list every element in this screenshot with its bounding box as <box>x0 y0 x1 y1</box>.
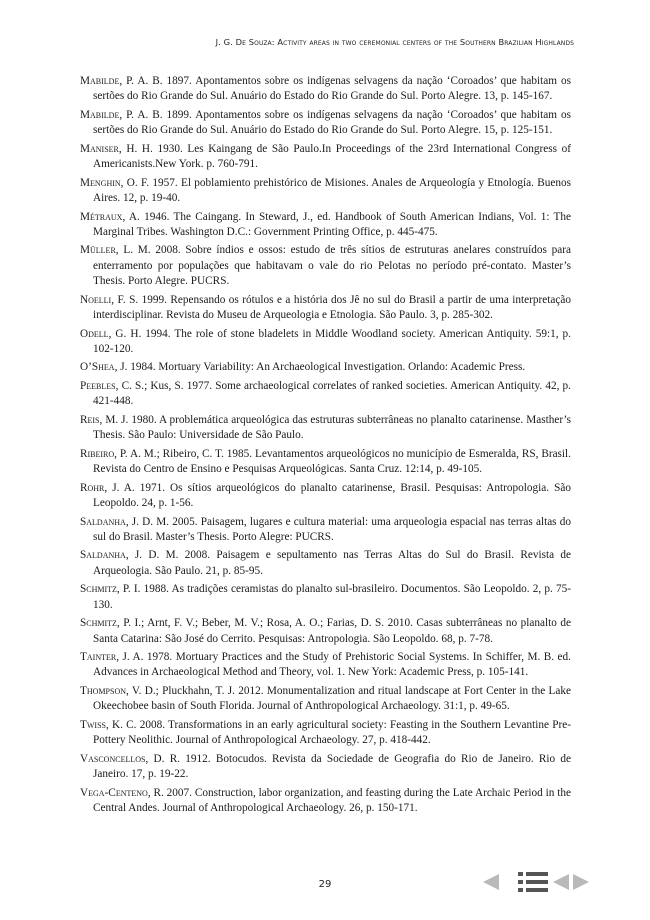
reference-entry <box>80 293 571 324</box>
reference-details: , J. 1984. Mortuary Variability: An Archaeological Investigation. Orlando: Academic Press. <box>114 361 526 374</box>
reference-details: , P. A. B. 1899. Apontamentos sobre os indígenas selvagens da nação ‘Coroados’ que habitam os sertões do Rio Grande do Sul. Anuário do Estado do Rio Grande do Sul. Porto Alegre. 15, p. 125-151. <box>93 108 571 137</box>
reference-author: Schmitz <box>80 583 117 596</box>
reference-entry <box>80 142 571 173</box>
reference-author: Mabilde <box>80 108 120 121</box>
reference-details: , J. D. M. 2008. Paisagem e sepultamento nas Terras Altas do Sul do Brasil. Revista de Arqueologia. São Paulo. 21, p. 85-95. <box>93 549 571 577</box>
reference-entry <box>80 752 571 783</box>
reference-entry <box>80 786 571 817</box>
reference-author: Saldanha <box>80 549 126 562</box>
reference-entry <box>80 684 571 715</box>
reference-details: , G. H. 1994. The role of stone bladelets in Middle Woodland society. American Antiquity. 59:1, p. 102-120. <box>93 327 571 355</box>
reference-author: O’Shea <box>80 361 115 374</box>
reference-details: , A. 1946. The Caingang. In Steward, J., ed. Handbook of South American Indians, Vol. 1: The Marginal Tribes. Washington D.C.: Government Printing Office, p. 445-475. <box>93 210 571 238</box>
reference-entry <box>80 582 571 613</box>
reference-details: , V. D.; Pluckhahn, T. J. 2012. Monumentalization and ritual landscape at Fort Center in the Lake Okeechobee basin of South Florida. Journal of Anthropological Archaeology. 31:1, p. 49-65. <box>93 685 571 713</box>
reference-entry <box>80 481 571 512</box>
reference-details: , P. A. M.; Ribeiro, C. T. 1985. Levantamentos arqueológicos no município de Esmeralda, RS, Brasil. Revista do Centro de Ensino e Pesquisas Arqueológicas. Santa Cruz. 12:14, p. 49-105. <box>93 447 571 476</box>
reference-details: , D. R. 1912. Botocudos. Revista da Sociedade de Geografia do Rio de Janeiro. Rio de Janeiro. 17, p. 19-22. <box>93 752 571 781</box>
reference-author: Saldanha <box>80 515 126 528</box>
reference-details: , F. S. 1999. Repensando os rótulos e a história dos Jê no sul do Brasil a partir de uma interpretação interdisciplinar. Revista do Museu de Arqueologia e Etnologia. São Paulo. 3, p. 285-302. <box>93 293 571 321</box>
reference-details: , P. A. B. 1897. Apontamentos sobre os indígenas selvagens da nação ‘Coroados’ que habitam os sertões do Rio Grande do Sul. Anuário do Estado do Rio Grande do Sul. Porto Alegre. 13, p. 145-167. <box>93 75 571 103</box>
reference-details: , O. F. 1957. El poblamiento prehistórico de Misiones. Anales de Arqueología y Etnología. Buenos Aires. 12, p. 19-40. <box>93 176 571 204</box>
reference-list <box>80 74 571 820</box>
reference-details: , C. S.; Kus, S. 1977. Some archaeological correlates of ranked societies. American Antiquity. 42, p. 421-448. <box>93 380 571 408</box>
reference-author: Métraux <box>80 210 123 223</box>
reference-entry <box>80 243 571 289</box>
reference-author: Reis <box>80 413 100 426</box>
reference-details: , J. A. 1971. Os sítios arqueológicos do planalto catarinense, Brasil. Pesquisas: Antropologia. São Leopoldo. 24, p. 1-56. <box>93 481 571 509</box>
reference-entry <box>80 548 571 579</box>
reference-author: Schmitz <box>80 617 117 630</box>
reference-details: , M. J. 1980. A problemática arqueológica das estruturas subterrâneas no planalto catarinense. Masther’s Thesis. São Paulo: Universidade de São Paulo. <box>93 413 571 442</box>
reference-details: , J. D. M. 2005. Paisagem, lugares e cultura material: uma arqueologia espacial nas terras altas do sul do Brasil. Master’s Thesis. Porto Alegre: PUCRS. <box>93 515 571 543</box>
toc-icon[interactable] <box>518 871 548 893</box>
reference-details: , R. 2007. Construction, labor organization, and feasting during the Late Archaic Period in the Central Andes. Journal of Anthropological Archaeology. 26, p. 150-171. <box>93 786 571 814</box>
reference-author: Tainter <box>80 651 117 664</box>
reference-details: , P. I. 1988. As tradições ceramistas do planalto sul-brasileiro. Documentos. São Leopoldo. 2, p. 75-130. <box>93 583 571 611</box>
reference-author: Thompson <box>80 685 126 698</box>
running-header: J. G. De Souza: Activity areas in two ceremonial centers of the Southern Brazilian Highlands <box>215 37 574 47</box>
previous-page-icon[interactable] <box>552 874 570 890</box>
reference-entry <box>80 650 571 681</box>
page-number: 29 <box>318 879 332 890</box>
reference-entry <box>80 379 571 410</box>
reference-author: Peebles <box>80 380 116 393</box>
reference-entry <box>80 515 571 546</box>
reference-entry <box>80 327 571 358</box>
reference-entry <box>80 413 571 444</box>
reference-author: Odell <box>80 327 109 340</box>
reference-entry <box>80 616 571 647</box>
reference-author: Vega-Centeno <box>80 786 148 799</box>
reference-details: , L. M. 2008. Sobre índios e ossos: estudo de três sítios de estruturas anelares construídos para enterramento por populações que habitavam o vale do rio Pelotas no período pré-contato. Master’s Thesis. Porto Alegre. PUCRS. <box>93 244 571 288</box>
reference-entry <box>80 176 571 207</box>
reference-entry <box>80 718 571 749</box>
first-page-icon[interactable] <box>482 874 500 890</box>
reference-author: Twiss <box>80 718 106 731</box>
page-navigation <box>482 870 592 894</box>
reference-author: Maniser <box>80 142 119 155</box>
reference-author: Rohr <box>80 481 105 494</box>
reference-entry <box>80 210 571 241</box>
reference-entry <box>80 74 571 105</box>
reference-author: Müller <box>80 244 116 257</box>
next-page-icon[interactable] <box>572 874 590 890</box>
reference-details: , K. C. 2008. Transformations in an early agricultural society: Feasting in the Southern Levantine Pre-Pottery Neolithic. Journal of Anthropological Archaeology. 27, p. 418-442. <box>93 718 571 747</box>
reference-author: Vasconcellos <box>80 752 146 765</box>
reference-author: Noelli <box>80 293 112 306</box>
reference-author: Mabilde <box>80 75 120 87</box>
reference-entry <box>80 360 571 375</box>
reference-details: , J. A. 1978. Mortuary Practices and the Study of Prehistoric Social Systems. In Schiffer, M. B. ed. Advances in Archaeological Method and Theory, vol. 1. New York: Academic Press, p. 105-141. <box>93 651 571 679</box>
reference-author: Ribeiro <box>80 447 115 460</box>
reference-entry <box>80 108 571 139</box>
reference-details: , P. I.; Arnt, F. V.; Beber, M. V.; Rosa, A. O.; Farias, D. S. 2010. Casas subterrâneas no planalto de Santa Catarina: São José do Cerrito. Pesquisas: Antropologia. São Leopoldo. 68, p. 7-78. <box>93 617 571 645</box>
reference-details: , H. H. 1930. Les Kaingang de São Paulo.In Proceedings of the 23rd International Congress of Americanists.New York. p. 760-791. <box>93 142 571 171</box>
reference-author: Menghin <box>80 176 121 189</box>
reference-entry <box>80 447 571 478</box>
